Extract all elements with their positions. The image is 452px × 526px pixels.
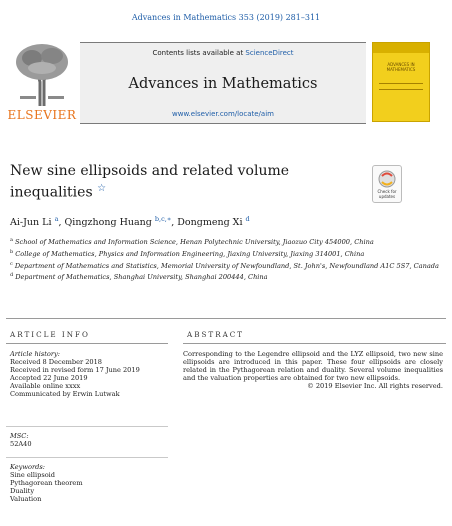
- abstract-rule: [183, 343, 446, 344]
- check-updates-icon: [378, 170, 396, 188]
- author-list: Ai-Jun Li $^a$, Qingzhong Huang $^{b,c,∗}$, Dongmeng Xi $^d$: [10, 215, 250, 229]
- author-affiliation-link[interactable]: a: [54, 215, 59, 223]
- msc-code: 52A40: [10, 440, 32, 448]
- title-footnote-marker[interactable]: ☆: [97, 183, 107, 194]
- paper-title-text: New sine ellipsoids and related volume inequalities: [10, 163, 290, 201]
- cover-rule: [379, 89, 423, 90]
- affiliation-text: School of Mathematics and Information Science, Henan Polytechnic University, Jiaozuo City 454000, China: [14, 238, 374, 247]
- section-divider: [6, 318, 446, 319]
- affiliation-item: [10, 271, 440, 282]
- sciencedirect-link[interactable]: ScienceDirect: [245, 49, 294, 57]
- contents-prefix: Contents lists available at: [152, 49, 246, 57]
- history-item: Received in revised form 17 June 2019: [10, 366, 140, 374]
- keyword-item: Duality: [10, 487, 35, 495]
- history-item: Available online xxxx: [10, 382, 81, 390]
- author-affiliation-link[interactable]: d: [245, 215, 250, 223]
- author-name[interactable]: Ai-Jun Li: [10, 217, 52, 229]
- author-name[interactable]: Dongmeng Xi: [177, 217, 243, 229]
- msc-block: [10, 432, 170, 448]
- journal-masthead: [80, 42, 366, 124]
- abstract-body: [183, 350, 443, 390]
- affiliation-text: College of Mathematics, Physics and Information Engineering, Jiaxing University, Jiaxing 314001, China: [15, 249, 365, 258]
- keywords-label: Keywords:: [10, 463, 45, 471]
- cover-rule: [379, 83, 423, 84]
- affiliation-key: a: [10, 237, 13, 243]
- keyword-item: Sine ellipsoid: [10, 471, 56, 479]
- elsevier-tree-icon: [14, 42, 70, 106]
- affiliations: [10, 236, 440, 283]
- keywords-block: [10, 463, 170, 503]
- affiliation-text: Department of Mathematics and Statistics, Memorial University of Newfoundland, St. John's, Newfoundland A1C 5S7, Canada: [14, 261, 439, 270]
- affiliation-key: c: [10, 260, 13, 267]
- journal-cover-thumbnail[interactable]: [372, 42, 430, 122]
- journal-url-link[interactable]: www.elsevier.com/locate/aim: [172, 110, 274, 118]
- copyright-notice: © 2019 Elsevier Inc. All rights reserved.: [307, 382, 443, 391]
- affiliation-key: b: [10, 248, 14, 255]
- contents-line: [80, 49, 366, 57]
- affiliation-item: [10, 248, 440, 259]
- author-affiliation-link[interactable]: b,c,∗: [154, 215, 172, 223]
- abstract-heading: ABSTRACT: [187, 330, 245, 339]
- history-item: Communicated by Erwin Lutwak: [10, 390, 120, 398]
- article-history: [10, 350, 170, 398]
- author-name[interactable]: Qingzhong Huang: [64, 217, 152, 229]
- msc-label: MSC:: [10, 432, 29, 440]
- cover-title: ADVANCES IN MATHEMATICS: [386, 62, 416, 72]
- check-for-updates-button[interactable]: [372, 165, 402, 203]
- journal-reference[interactable]: Advances in Mathematics 353 (2019) 281–311: [131, 13, 321, 22]
- article-info-heading: ARTICLE INFO: [10, 330, 90, 339]
- info-divider: [6, 426, 168, 427]
- history-item: Accepted 22 June 2019: [10, 374, 88, 382]
- paper-title: [10, 163, 350, 202]
- affiliation-text: Department of Mathematics, Shanghai University, Shanghai 200444, China: [15, 273, 268, 282]
- keyword-item: Pythagorean theorem: [10, 479, 83, 487]
- check-updates-label: Check for updates: [377, 189, 397, 199]
- history-item: Received 8 December 2018: [10, 358, 102, 366]
- history-label: Article history:: [10, 350, 60, 358]
- affiliation-key: d: [10, 272, 14, 279]
- abstract-text: Corresponding to the Legendre ellipsoid and the LYZ ellipsoid, two new sine ellipsoids are introduced in this paper. These four ellipsoids are closely related in the Pythagorean relation and duality. Several volume inequalities and the valuation properties are obtained for two new ellipsoids.: [183, 350, 443, 383]
- journal-title: Advances in Mathematics: [128, 76, 318, 92]
- keyword-item: Valuation: [10, 495, 42, 503]
- article-info-rule: [6, 343, 168, 344]
- elsevier-wordmark: ELSEVIER: [7, 108, 77, 122]
- affiliation-item: [10, 260, 440, 271]
- cover-strip: [373, 43, 429, 53]
- affiliation-item: [10, 236, 440, 247]
- info-divider: [6, 457, 168, 458]
- elsevier-logo[interactable]: [6, 42, 78, 122]
